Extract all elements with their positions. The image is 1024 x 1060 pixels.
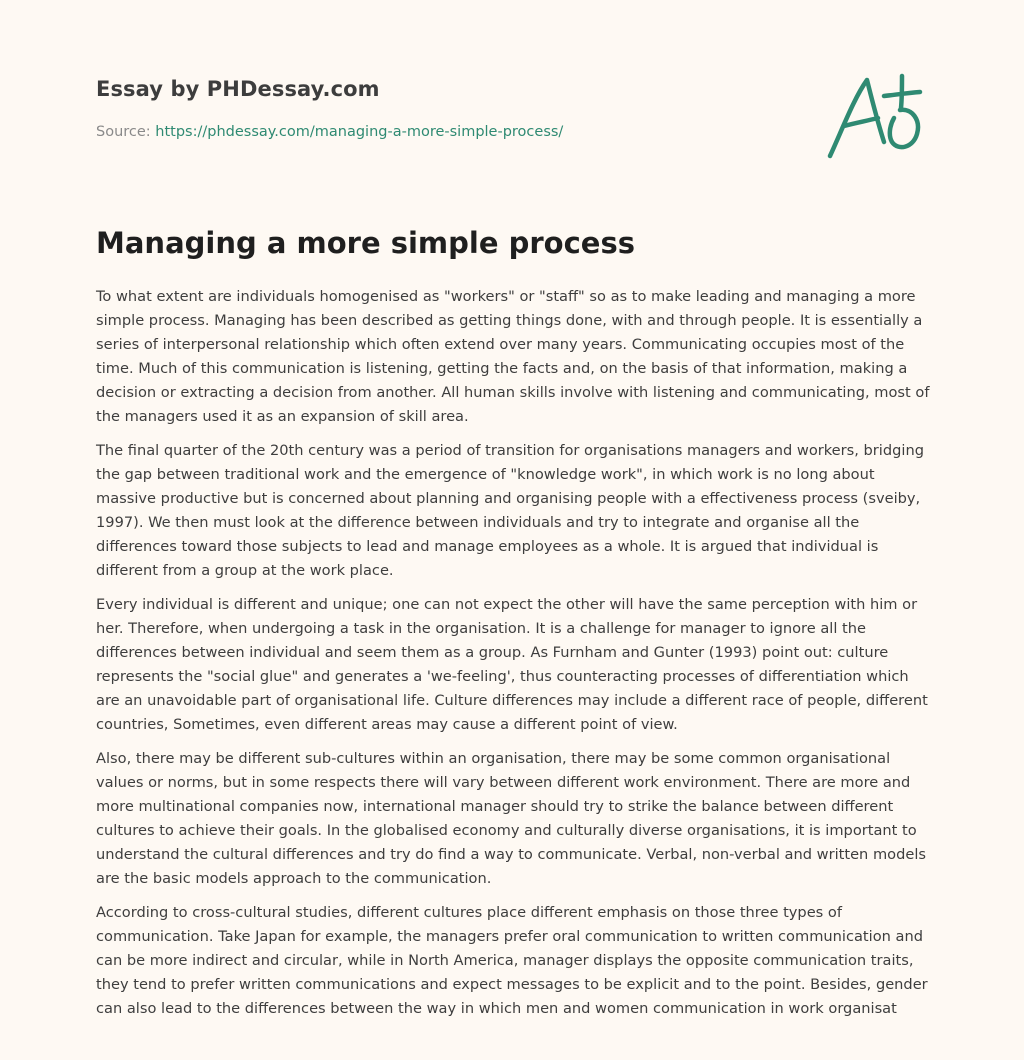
site-brand: Essay by PHDessay.com (96, 77, 380, 101)
source-label: Source: (96, 124, 151, 140)
paragraph: According to cross-cultural studies, different cultures place different emphasis on those three types of communication. Take Japan for example, the managers prefer oral communication to written communication and can be more indirect and circular, while in North America, manager displays the opposite communication traits, they tend to prefer written communications and expect messages to be explicit and to the point. Besides, gender can also lead to the differences between the way in which men and women communication in work organisat (96, 904, 928, 1017)
logo-plus-sign (884, 76, 920, 108)
paragraph: Also, there may be different sub-cultures within an organisation, there may be some common organisational values or norms, but in some respects there will vary between different work environment. There are more and more multinational companies now, international manager should try to strike the balance between different cultures to achieve their goals. In the globalised economy and culturally diverse organisations, it is important to understand the cultural differences and try do find a way to communicate. Verbal, non-verbal and written models are the basic models approach to the communication. (96, 750, 926, 887)
source-link[interactable]: https://phdessay.com/managing-a-more-simple-process/ (155, 124, 564, 140)
paragraph: To what extent are individuals homogenised as "workers" or "staff" so as to make leading and managing a more simple process. Managing has been described as getting things done, with and through people. It is essentially a series of interpersonal relationship which often extend over many years. Communicating occupies most of the time. Much of this communication is listening, getting the facts and, on the basis of that information, making a decision or extracting a decision from another. All human skills involve with listening and communicating, most of the managers used it as an expansion of skill area. (96, 288, 930, 425)
a-plus-logo (822, 68, 927, 168)
paragraph: Every individual is different and unique; one can not expect the other will have the same perception with him or her. Therefore, when undergoing a task in the organisation. It is a challenge for manager to ignore all the differences between individual and seem them as a group. As Furnham and Gunter (1993) point out: culture represents the "social glue" and generates a 'we-feeling', thus counteracting processes of differentiation which are an unavoidable part of organisational life. Culture differences may include a different race of people, different countries, Sometimes, even different areas may cause a different point of view. (96, 596, 928, 733)
logo-letter-a (830, 80, 884, 156)
logo-circle (890, 110, 918, 147)
paragraph: The final quarter of the 20th century was a period of transition for organisations managers and workers, bridging the gap between traditional work and the emergence of "knowledge work", in which work is no long about massive productive but is concerned about planning and organising people with a effectiveness process (sveiby, 1997). We then must look at the difference between individuals and try to integrate and organise all the differences toward those subjects to lead and manage employees as a whole. It is argued that individual is different from a group at the work place. (96, 442, 924, 579)
source-line (96, 124, 563, 140)
essay-body (96, 285, 930, 1031)
essay-title: Managing a more simple process (96, 226, 635, 260)
